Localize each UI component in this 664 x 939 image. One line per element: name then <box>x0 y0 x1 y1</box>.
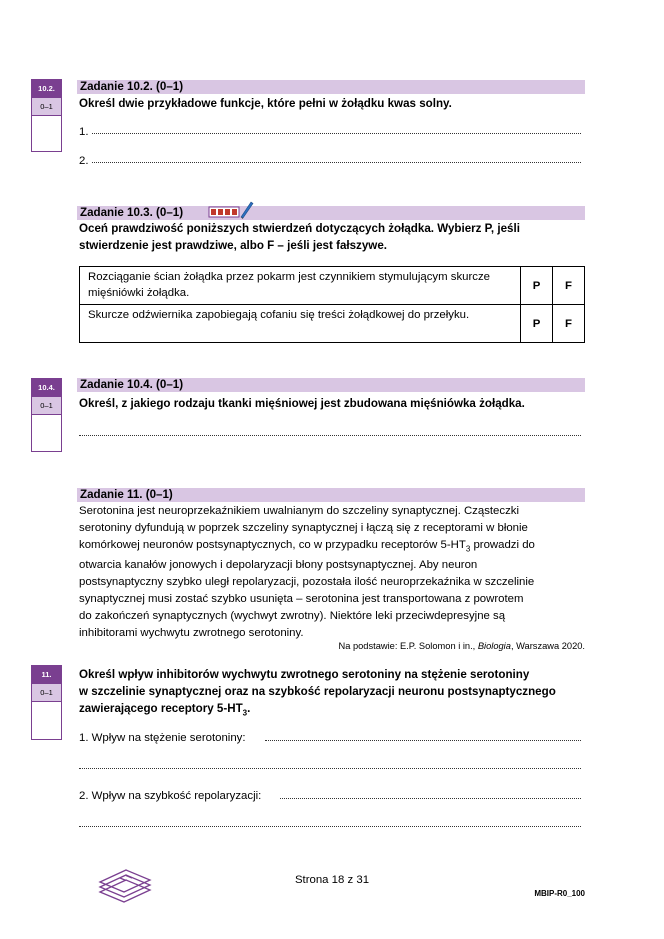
intro-paragraph <box>79 503 585 642</box>
table-row <box>80 267 585 305</box>
task-instruction: Określ, z jakiego rodzaju tkanki mięśniowej jest zbudowana mięśniówka żołądka. <box>79 397 525 410</box>
option-false[interactable]: F <box>553 267 585 305</box>
answer-line[interactable] <box>79 817 581 827</box>
answer-line[interactable] <box>265 731 581 741</box>
task-number: 11. <box>32 666 61 683</box>
intro-line: Serotonina jest neuroprzekaźnikiem uwalnianym do szczeliny synaptycznej. Cząsteczki <box>79 505 520 517</box>
answer-line[interactable] <box>280 789 581 799</box>
task-title: Zadanie 10.2. (0–1) <box>80 80 184 93</box>
answer-line[interactable] <box>79 426 581 436</box>
points-label: 0–1 <box>32 396 61 414</box>
text-span: Biologia <box>477 641 511 651</box>
intro-line: otwarcia kanałów jonowych i depolaryzacji błony postsynaptycznej. Aby neuron <box>79 559 478 572</box>
text-span: prowadzi do <box>470 539 535 551</box>
page-number: Strona 18 z 31 <box>294 874 370 886</box>
task-title: Zadanie 10.4. (0–1) <box>80 378 184 391</box>
cke-logo-icon <box>96 866 154 906</box>
table-row <box>80 305 585 343</box>
statement-cell: Skurcze odźwiernika zapobiegają cofaniu się treści żołądkowej do przełyku. <box>80 305 521 343</box>
answer-line-number: 2. <box>79 155 89 167</box>
score-box-10-4 <box>31 378 62 452</box>
score-field[interactable] <box>32 414 61 451</box>
points-label: 0–1 <box>32 97 61 115</box>
intro-line: inhibitorami wychwytu zwrotnego serotoniny. <box>79 627 304 640</box>
subscript: 3 <box>465 544 471 554</box>
task-instruction: Określ dwie przykładowe funkcje, które pełni w żołądku kwas solny. <box>79 97 452 110</box>
score-box-11 <box>31 665 62 740</box>
task-title: Zadanie 10.3. (0–1) <box>80 206 184 219</box>
source-citation <box>338 640 585 652</box>
pencil-tools-icon <box>208 200 254 220</box>
text-span: zawierającego receptory 5-HT <box>79 702 243 715</box>
points-label: 0–1 <box>32 683 61 701</box>
answer-line[interactable] <box>79 759 581 769</box>
answer-label: 2. Wpływ na szybkość repolaryzacji: <box>79 790 262 802</box>
statement-cell: Rozciąganie ścian żołądka przez pokarm jest czynnikiem stymulującym skurcze mięśniówki żołądka. <box>80 267 521 305</box>
answer-line-number: 1. <box>79 126 89 138</box>
answer-line[interactable] <box>92 124 581 134</box>
task-title: Zadanie 11. (0–1) <box>80 488 173 501</box>
task-question <box>79 666 585 721</box>
intro-line: serotoniny dyfundują w poprzek szczeliny synaptycznej i łączą się z receptorami w błonie <box>79 522 528 534</box>
answer-line[interactable] <box>92 153 581 163</box>
question-line: w szczelinie synaptycznej oraz na szybkość repolaryzacji neuronu postsynaptycznego <box>79 685 556 698</box>
option-true[interactable]: P <box>521 267 553 305</box>
task-instruction: Oceń prawdziwość poniższych stwierdzeń dotyczących żołądka. Wybierz P, jeśli stwierdzenie jest prawdziwe, albo F – jeśli jest fałszywe. <box>79 222 520 252</box>
text-span: , Warszawa 2020. <box>510 641 585 651</box>
text-span: . <box>247 702 251 715</box>
intro-line: postsynaptyczny szybko uległ repolaryzacji, pozostała ilość neuroprzekaźnika w szczelinie <box>79 576 535 589</box>
exam-code: MBIP-R0_100 <box>534 889 585 898</box>
score-field[interactable] <box>32 701 61 739</box>
intro-line: synaptycznej musi zostać szybko usunięta – serotonina jest transportowana z powrotem <box>79 593 524 606</box>
question-line <box>79 700 585 721</box>
option-true[interactable]: P <box>521 305 553 343</box>
option-false[interactable]: F <box>553 305 585 343</box>
task-number: 10.4. <box>32 379 61 396</box>
subscript: 3 <box>242 708 248 718</box>
score-box-10-2 <box>31 79 62 152</box>
intro-line <box>79 537 585 557</box>
task-number: 10.2. <box>32 80 61 97</box>
score-field[interactable] <box>32 115 61 151</box>
question-line: Określ wpływ inhibitorów wychwytu zwrotnego serotoniny na stężenie serotoniny <box>79 668 530 681</box>
text-span: komórkowej neuronów postsynaptycznych, co w przypadku receptorów 5-HT <box>79 539 466 551</box>
text-span: Na podstawie: E.P. Solomon i in., <box>338 641 478 651</box>
true-false-table <box>79 266 585 343</box>
answer-label: 1. Wpływ na stężenie serotoniny: <box>79 732 246 744</box>
intro-line: do zakończeń synaptycznych (wychwyt zwrotny). Niektóre leki przeciwdepresyjne są <box>79 610 506 623</box>
